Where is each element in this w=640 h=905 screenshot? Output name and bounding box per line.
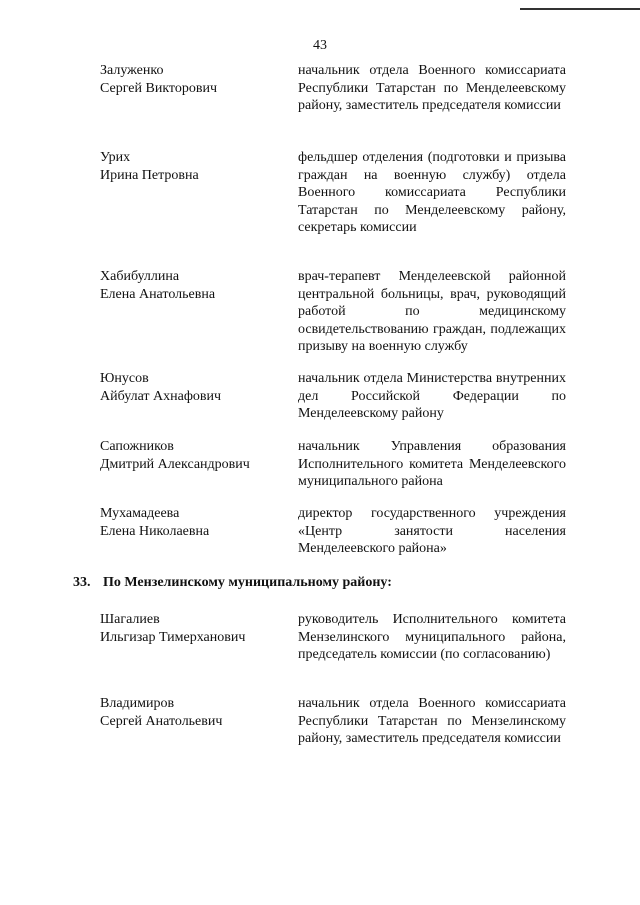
member-given-name: Сергей Анатольевич (100, 713, 223, 729)
member-given-name: Айбулат Ахнафович (100, 388, 222, 404)
member-surname: Шагалиев (100, 612, 160, 627)
member-given-name: Ирина Петровна (100, 167, 199, 183)
member-given-name: Дмитрий Александрович (100, 456, 250, 472)
member-name (100, 611, 290, 646)
section-heading (73, 575, 392, 591)
section-title: По Мензелинскому муниципальному району: (103, 575, 392, 590)
page-number: 43 (313, 38, 327, 53)
member-role: начальник отдела Министерства внутренних дел Российской Федерации по Менделеевскому району (298, 371, 566, 421)
member-name (100, 149, 290, 184)
member-surname: Залуженко (100, 63, 164, 78)
member-surname: Владимиров (100, 696, 175, 711)
member-role: начальник Управления образования Исполнительного комитета Менделеевского муниципального района (298, 439, 566, 489)
scan-edge-mark (520, 0, 640, 10)
member-given-name: Елена Николаевна (100, 523, 210, 539)
member-role: директор государственного учреждения «Центр занятости населения Менделеевского района» (298, 506, 566, 556)
member-given-name: Елена Анатольевна (100, 286, 216, 302)
member-name (100, 268, 290, 303)
member-role: врач-терапевт Менделеевской районной центральной больницы, врач, руководящий работой по медицинскому освидетельствованию граждан, подлежащих призыву на военную службу (298, 269, 566, 354)
member-name (100, 695, 290, 730)
member-surname: Урих (100, 150, 131, 165)
member-role: начальник отдела Военного комиссариата Республики Татарстан по Менделеевскому району, заместитель председателя комиссии (298, 63, 566, 113)
member-name (100, 438, 290, 473)
member-name (100, 62, 290, 97)
member-role: фельдшер отделения (подготовки и призыва граждан на военную службу) отдела Военного комиссариата Республики Татарстан по Менделеевскому району, секретарь комиссии (298, 150, 566, 235)
member-role: начальник отдела Военного комиссариата Республики Татарстан по Мензелинскому району, заместитель председателя комиссии (298, 696, 566, 746)
member-given-name: Ильгизар Тимерханович (100, 629, 246, 645)
member-role: руководитель Исполнительного комитета Мензелинского муниципального района, председатель комиссии (по согласованию) (298, 612, 566, 662)
member-given-name: Сергей Викторович (100, 80, 218, 96)
member-surname: Хабибуллина (100, 269, 180, 284)
section-number: 33. (73, 575, 91, 590)
member-name (100, 370, 290, 405)
member-surname: Юнусов (100, 371, 149, 386)
member-surname: Мухамадеева (100, 506, 180, 521)
member-name (100, 505, 290, 540)
member-surname: Сапожников (100, 439, 174, 454)
